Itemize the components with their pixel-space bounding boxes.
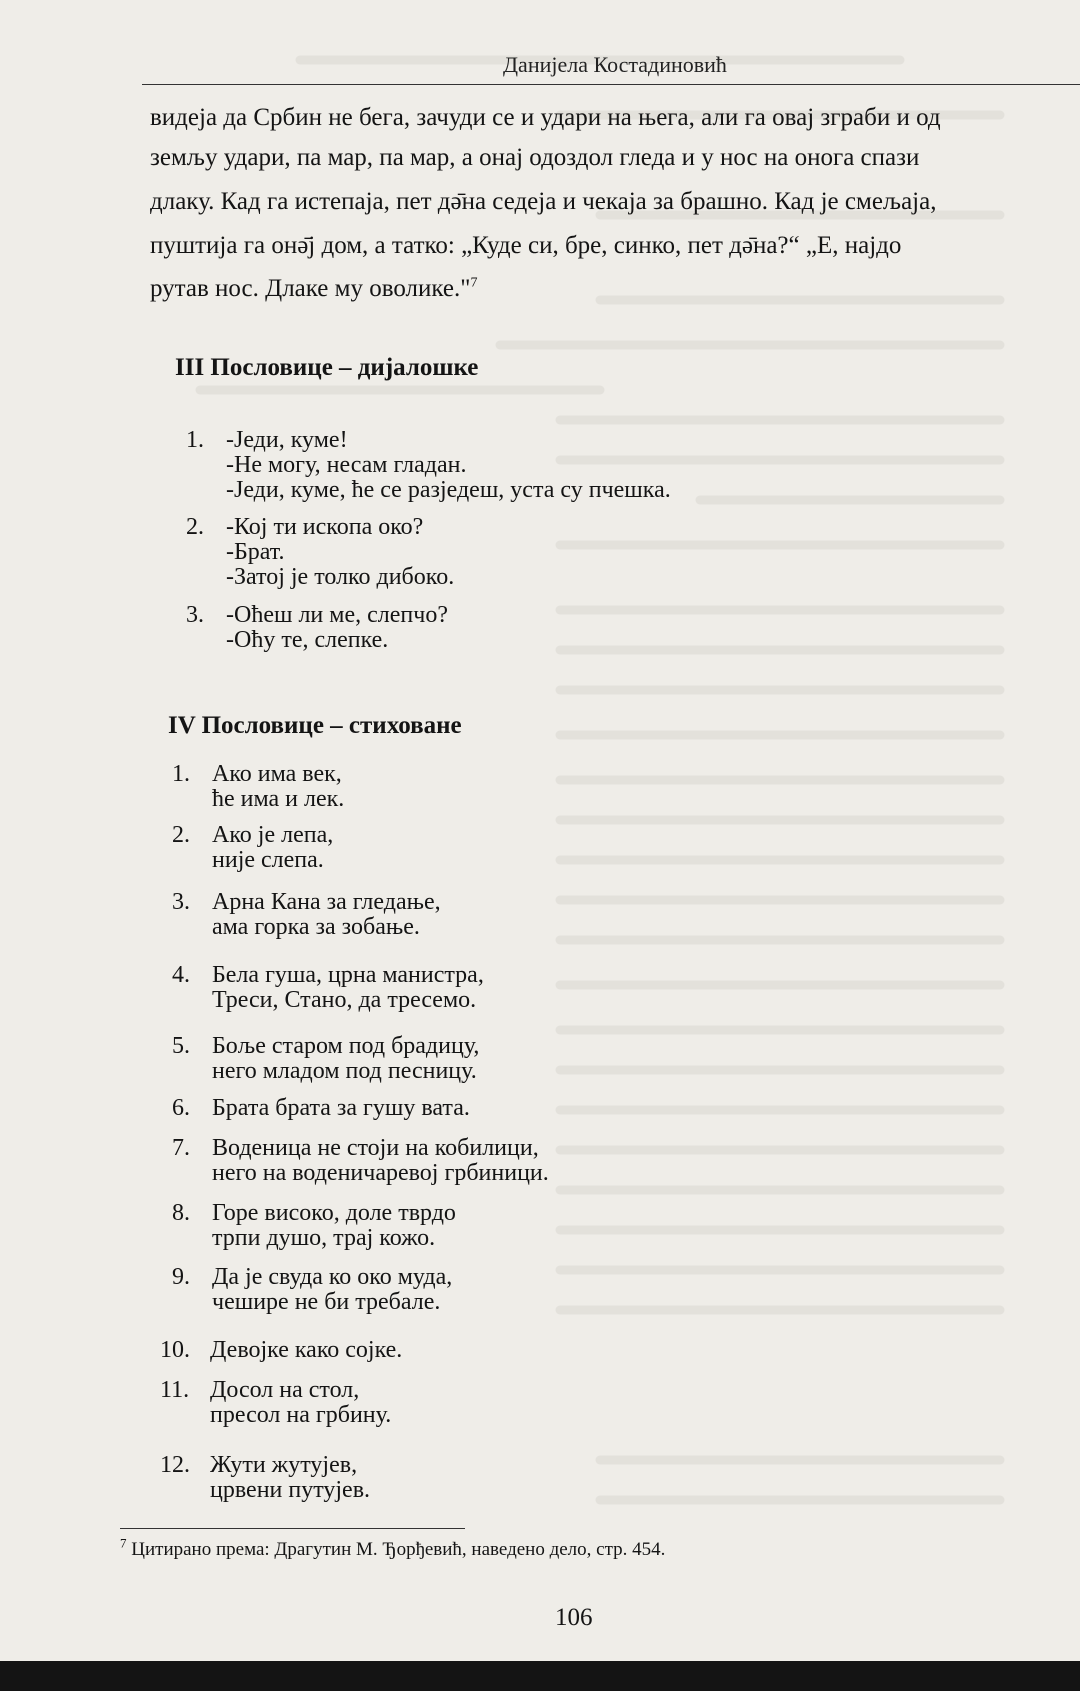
item-number: 11.: [160, 1377, 190, 1403]
item-line: -Брат.: [226, 539, 285, 565]
item-number: 12.: [160, 1452, 190, 1478]
body-line: видеја да Србин не бега, зачуди се и удари на њега, али га овај зграби и од: [150, 104, 941, 131]
item-line: -Затој је толко дибоко.: [226, 564, 455, 590]
item-number: 7.: [172, 1135, 190, 1161]
section-title-dialogue: III Пословице – дијалошке: [175, 354, 479, 381]
item-line: -Не могу, несам гладан.: [226, 452, 467, 478]
item-line: -Кој ти ископа око?: [226, 514, 424, 540]
item-line: Досол на стол,: [210, 1377, 360, 1403]
item-line: није слепа.: [212, 847, 324, 873]
footnote-text: Цитирано према: Драгутин М. Ђорђевић, наведено дело, стр. 454.: [131, 1539, 666, 1560]
item-number: 4.: [172, 962, 190, 988]
item-line: Брата брата за гушу вата.: [212, 1095, 470, 1121]
item-line: ама горка за зобање.: [212, 914, 420, 940]
item-line: Горе високо, доле тврдо: [212, 1200, 456, 1226]
item-number: 8.: [172, 1200, 190, 1226]
header-rule: [142, 84, 1080, 85]
item-line: чешире не би требале.: [212, 1289, 441, 1315]
item-line: -Оћу те, слепке.: [226, 627, 389, 653]
item-number: 3.: [172, 889, 190, 915]
footnote-number: 7: [120, 1535, 127, 1551]
item-line: Ако има век,: [212, 761, 342, 787]
footnote-rule: [120, 1528, 465, 1529]
scanner-edge: [0, 1661, 1080, 1691]
item-number: 1.: [186, 427, 204, 453]
item-line: Девојке како сојке.: [210, 1337, 403, 1363]
item-line: ће има и лек.: [212, 786, 345, 812]
item-number: 1.: [172, 761, 190, 787]
item-line: Бела гуша, црна манистра,: [212, 962, 484, 988]
section-title-verse: IV Пословице – стиховане: [168, 712, 462, 739]
item-line: -Једи, куме, ће се разједеш, уста су пчешка.: [226, 477, 671, 503]
body-line: длаку. Кад га истепаја, пет дə̄на седеја и чекаја за брашно. Кад је смељаја,: [150, 188, 937, 215]
item-number: 2.: [172, 822, 190, 848]
body-line-with-note: [150, 275, 477, 303]
body-line: земљу удари, па мар, па мар, а онај одоздол гледа и у нос на онога спази: [150, 144, 920, 171]
item-line: Воденица не стоји на кобилици,: [212, 1135, 539, 1161]
item-line: црвени путујев.: [210, 1477, 371, 1503]
body-line: пуштија га онə̄ј дом, а татко: „Куде си, бре, синко, пет дə̄на?“ „Е, најдо: [150, 232, 902, 259]
footnote: [120, 1535, 666, 1561]
item-line: Ако је лепа,: [212, 822, 334, 848]
item-number: 9.: [172, 1264, 190, 1290]
item-number: 5.: [172, 1033, 190, 1059]
item-line: -Оћеш ли ме, слепчо?: [226, 602, 448, 628]
item-line: Треси, Стано, да тресемо.: [212, 987, 477, 1013]
running-header: Данијела Костадиновић: [503, 52, 727, 77]
item-line: трпи душо, трај кожо.: [212, 1225, 436, 1251]
page-number: 106: [555, 1604, 593, 1631]
item-number: 3.: [186, 602, 204, 628]
item-number: 10.: [160, 1337, 190, 1363]
body-line-text: рутав нос. Длаке му оволике.": [150, 275, 471, 302]
item-line: него на воденичаревој грбиници.: [212, 1160, 549, 1186]
item-line: -Једи, куме!: [226, 427, 348, 453]
item-line: него младом под песницу.: [212, 1058, 477, 1084]
item-number: 2.: [186, 514, 204, 540]
item-line: Жути жутујев,: [210, 1452, 358, 1478]
item-line: Да је свуда ко око муда,: [212, 1264, 453, 1290]
item-number: 6.: [172, 1095, 190, 1121]
item-line: пресол на грбину.: [210, 1402, 392, 1428]
footnote-reference: 7: [470, 275, 478, 291]
item-line: Боље старом под брадицу,: [212, 1033, 480, 1059]
item-line: Арна Кана за гледање,: [212, 889, 441, 915]
